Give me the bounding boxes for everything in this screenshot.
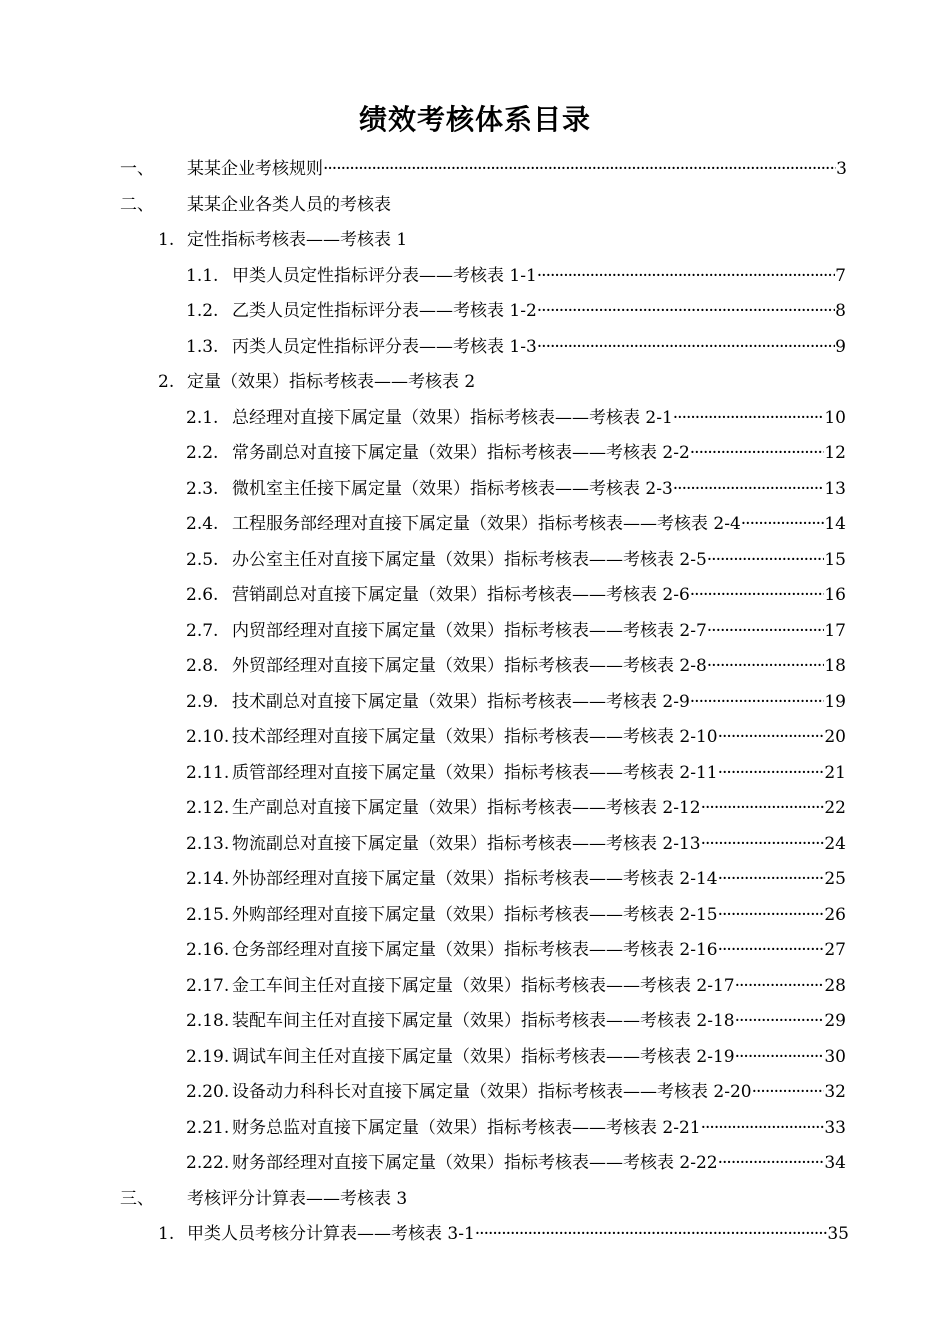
toc-leader-dots — [707, 543, 825, 579]
toc-entry-body — [232, 649, 846, 685]
toc-entry-number: 一、 — [120, 159, 154, 179]
toc-entry-title: 设备动力科科长对直接下属定量（效果）指标考核表——考核表 2-20 — [232, 1082, 752, 1102]
toc-entry[interactable] — [0, 1111, 950, 1147]
toc-entry-page-number: 32 — [824, 1082, 846, 1102]
toc-entry-body — [232, 472, 846, 508]
toc-entry[interactable] — [0, 507, 950, 543]
toc-entry-page-number: 30 — [824, 1046, 846, 1067]
toc-leader-dots — [475, 1217, 828, 1253]
toc-entry-title: 内贸部经理对直接下属定量（效果）指标考核表——考核表 2-7 — [232, 620, 707, 641]
toc-entry[interactable] — [0, 259, 950, 295]
toc-entry-page-number: 3 — [836, 159, 847, 179]
toc-entry-page-number: 13 — [824, 478, 846, 499]
toc-entry-title: 某某企业考核规则 — [187, 159, 323, 179]
toc-entry-number: 2.12. — [186, 798, 230, 818]
toc-leader-dots — [718, 756, 825, 792]
toc-entry[interactable] — [0, 223, 950, 259]
toc-leader-dots — [701, 827, 825, 863]
toc-entry-body — [232, 756, 846, 792]
toc-entry-title: 调试车间主任对直接下属定量（效果）指标考核表——考核表 2-19 — [232, 1046, 735, 1067]
toc-entry-body — [232, 1146, 846, 1182]
toc-entry[interactable] — [0, 436, 950, 472]
toc-entry-body — [232, 1111, 846, 1147]
toc-entry-title: 丙类人员定性指标评分表——考核表 1-3 — [232, 336, 537, 357]
toc-entry[interactable] — [0, 756, 950, 792]
toc-leader-dots — [707, 614, 825, 650]
toc-entry[interactable] — [0, 401, 950, 437]
toc-entry-body — [187, 365, 475, 401]
toc-entry-title: 办公室主任对直接下属定量（效果）指标考核表——考核表 2-5 — [232, 549, 707, 570]
toc-entry[interactable] — [0, 1040, 950, 1076]
toc-entry-page-number: 12 — [824, 443, 846, 463]
toc-entry-page-number: 14 — [824, 514, 846, 534]
toc-entry-title: 质管部经理对直接下属定量（效果）指标考核表——考核表 2-11 — [232, 762, 718, 783]
toc-entry[interactable] — [0, 685, 950, 721]
toc-entry-body — [232, 1004, 846, 1040]
toc-entry-body — [232, 1040, 846, 1076]
toc-entry-title: 外贸部经理对直接下属定量（效果）指标考核表——考核表 2-8 — [232, 656, 707, 676]
toc-entry-number: 2.15. — [186, 904, 230, 925]
toc-entry-number: 2.16. — [186, 940, 230, 960]
toc-entry-number: 2.2. — [186, 443, 219, 463]
toc-entry-title: 金工车间主任对直接下属定量（效果）指标考核表——考核表 2-17 — [232, 975, 735, 996]
toc-entry-body — [232, 507, 846, 543]
toc-leader-dots — [673, 472, 825, 508]
toc-entry-body — [232, 791, 846, 827]
toc-entry-number: 2.19. — [186, 1046, 230, 1067]
toc-entry-page-number: 15 — [824, 549, 846, 570]
toc-entry-body — [232, 436, 846, 472]
toc-leader-dots — [701, 791, 825, 827]
toc-entry-title: 定量（效果）指标考核表——考核表 2 — [187, 372, 476, 392]
toc-entry-body — [187, 188, 391, 224]
toc-entry-title: 外协部经理对直接下属定量（效果）指标考核表——考核表 2-14 — [232, 869, 718, 889]
toc-entry-body — [232, 720, 846, 756]
toc-entry-title: 仓务部经理对直接下属定量（效果）指标考核表——考核表 2-16 — [232, 940, 718, 960]
toc-entry-body — [232, 827, 846, 863]
toc-entry[interactable] — [0, 614, 950, 650]
toc-entry[interactable] — [0, 933, 950, 969]
toc-leader-dots — [735, 1004, 825, 1040]
toc-leader-dots — [718, 898, 825, 934]
toc-entry-number: 1.1. — [186, 265, 219, 286]
toc-entry-body — [232, 578, 846, 614]
toc-entry-body — [187, 223, 407, 259]
toc-entry[interactable] — [0, 827, 950, 863]
toc-entry-number: 2.10. — [186, 727, 230, 747]
toc-entry-title: 甲类人员定性指标评分表——考核表 1-1 — [232, 265, 537, 286]
toc-entry-page-number: 26 — [824, 904, 846, 925]
toc-entry-number: 2. — [158, 372, 175, 392]
toc-entry-title: 技术副总对直接下属定量（效果）指标考核表——考核表 2-9 — [232, 691, 690, 712]
toc-entry-page-number: 33 — [824, 1117, 846, 1138]
toc-leader-dots — [537, 294, 835, 330]
toc-entry[interactable] — [0, 1182, 950, 1218]
toc-entry-page-number: 29 — [824, 1011, 846, 1031]
toc-entry-title: 总经理对直接下属定量（效果）指标考核表——考核表 2-1 — [232, 407, 673, 428]
toc-entry-number: 三、 — [120, 1188, 154, 1209]
toc-entry-body — [232, 969, 846, 1005]
toc-entry[interactable] — [0, 862, 950, 898]
toc-entry-body — [187, 1217, 849, 1253]
toc-entry-page-number: 35 — [827, 1224, 849, 1244]
toc-entry[interactable] — [0, 1217, 950, 1253]
toc-entry-body — [232, 898, 846, 934]
toc-entry-number: 2.9. — [186, 691, 219, 712]
toc-entry-title: 定性指标考核表——考核表 1 — [187, 230, 408, 250]
toc-entry-page-number: 25 — [824, 869, 846, 889]
toc-entry-body — [232, 543, 846, 579]
toc-entry-body — [232, 330, 846, 366]
toc-leader-dots — [718, 862, 825, 898]
toc-entry[interactable] — [0, 543, 950, 579]
toc-entry-page-number: 20 — [824, 727, 846, 747]
toc-entry[interactable] — [0, 1004, 950, 1040]
toc-entry[interactable] — [0, 330, 950, 366]
toc-entry-title: 技术部经理对直接下属定量（效果）指标考核表——考核表 2-10 — [232, 727, 718, 747]
toc-leader-dots — [735, 969, 825, 1005]
toc-entry-number: 2.14. — [186, 869, 230, 889]
toc-entry-number: 2.6. — [186, 585, 219, 605]
toc-leader-dots — [690, 578, 825, 614]
toc-entry-number: 2.20. — [186, 1082, 230, 1102]
toc-entry-number: 2.17. — [186, 975, 230, 996]
toc-entry-title: 乙类人员定性指标评分表——考核表 1-2 — [232, 301, 537, 321]
toc-entry-number: 1. — [158, 230, 175, 250]
toc-entry-number: 2.1. — [186, 407, 219, 428]
toc-entry-body — [232, 862, 846, 898]
toc-entry[interactable] — [0, 898, 950, 934]
toc-entry-title: 某某企业各类人员的考核表 — [187, 194, 391, 215]
toc-entry-body — [232, 614, 846, 650]
toc-leader-dots — [537, 330, 835, 366]
toc-entry-page-number: 10 — [824, 407, 846, 428]
toc-entry-page-number: 21 — [824, 762, 846, 783]
toc-entry-number: 1.3. — [186, 336, 219, 357]
toc-entry-number: 2.3. — [186, 478, 219, 499]
toc-leader-dots — [323, 152, 836, 188]
toc-entry-page-number: 8 — [835, 301, 846, 321]
toc-entry[interactable] — [0, 969, 950, 1005]
toc-entry-page-number: 22 — [824, 798, 846, 818]
toc-entry-title: 财务部经理对直接下属定量（效果）指标考核表——考核表 2-22 — [232, 1153, 718, 1173]
toc-leader-dots — [690, 685, 825, 721]
toc-leader-dots — [701, 1111, 825, 1147]
toc-entry-number: 2.7. — [186, 620, 219, 641]
toc-leader-dots — [752, 1075, 825, 1111]
toc-entry[interactable] — [0, 791, 950, 827]
toc-entry-number: 2.4. — [186, 514, 219, 534]
toc-entry-title: 常务副总对直接下属定量（效果）指标考核表——考核表 2-2 — [232, 443, 690, 463]
toc-entry[interactable] — [0, 365, 950, 401]
toc-entry-title: 甲类人员考核分计算表——考核表 3-1 — [187, 1224, 475, 1244]
toc-entry[interactable] — [0, 720, 950, 756]
toc-entry-title: 财务总监对直接下属定量（效果）指标考核表——考核表 2-21 — [232, 1117, 701, 1138]
toc-entry-title: 装配车间主任对直接下属定量（效果）指标考核表——考核表 2-18 — [232, 1011, 735, 1031]
toc-leader-dots — [707, 649, 825, 685]
toc-entry[interactable] — [0, 1075, 950, 1111]
toc-entry-number: 2.5. — [186, 549, 219, 570]
toc-entry-page-number: 28 — [824, 975, 846, 996]
toc-entry-body — [232, 401, 846, 437]
toc-entry-number: 二、 — [120, 194, 154, 215]
toc-entry-number: 2.18. — [186, 1011, 230, 1031]
toc-entry-body — [187, 1182, 407, 1218]
toc-leader-dots — [735, 1040, 825, 1076]
toc-leader-dots — [718, 720, 825, 756]
toc-entry[interactable] — [0, 152, 950, 188]
toc-entry-title: 工程服务部经理对直接下属定量（效果）指标考核表——考核表 2-4 — [232, 514, 741, 534]
toc-entry-page-number: 34 — [824, 1153, 846, 1173]
toc-entry[interactable] — [0, 649, 950, 685]
toc-leader-dots — [718, 1146, 825, 1182]
toc-entry-page-number: 19 — [824, 691, 846, 712]
toc-entry-title: 微机室主任接下属定量（效果）指标考核表——考核表 2-3 — [232, 478, 673, 499]
toc-entry-number: 2.22. — [186, 1153, 230, 1173]
toc-entry-title: 考核评分计算表——考核表 3 — [187, 1188, 408, 1209]
toc-entry-body — [232, 685, 846, 721]
toc-entry-page-number: 16 — [824, 585, 846, 605]
toc-leader-dots — [690, 436, 825, 472]
toc-entry-title: 生产副总对直接下属定量（效果）指标考核表——考核表 2-12 — [232, 798, 701, 818]
toc-leader-dots — [718, 933, 825, 969]
toc-entry-title: 物流副总对直接下属定量（效果）指标考核表——考核表 2-13 — [232, 833, 701, 854]
table-of-contents — [0, 152, 950, 1253]
toc-leader-dots — [673, 401, 825, 437]
toc-leader-dots — [537, 259, 835, 295]
toc-entry-page-number: 27 — [824, 940, 846, 960]
toc-entry-page-number: 9 — [835, 336, 846, 357]
toc-entry-body — [187, 152, 847, 188]
toc-entry[interactable] — [0, 1146, 950, 1182]
toc-entry-title: 外购部经理对直接下属定量（效果）指标考核表——考核表 2-15 — [232, 904, 718, 925]
toc-entry[interactable] — [0, 472, 950, 508]
toc-entry-number: 2.21. — [186, 1117, 230, 1138]
toc-entry-page-number: 17 — [824, 620, 846, 641]
toc-entry-page-number: 24 — [824, 833, 846, 854]
toc-entry-number: 1.2. — [186, 301, 219, 321]
toc-entry-body — [232, 933, 846, 969]
toc-entry-number: 1. — [158, 1224, 175, 1244]
toc-entry[interactable] — [0, 578, 950, 614]
toc-entry-page-number: 7 — [835, 265, 846, 286]
toc-entry-number: 2.8. — [186, 656, 219, 676]
toc-entry[interactable] — [0, 188, 950, 224]
document-title: 绩效考核体系目录 — [358, 103, 591, 136]
toc-entry-page-number: 18 — [824, 656, 846, 676]
toc-entry-body — [232, 259, 846, 295]
toc-entry[interactable] — [0, 294, 950, 330]
toc-entry-number: 2.13. — [186, 833, 230, 854]
toc-entry-number: 2.11. — [186, 762, 230, 783]
toc-leader-dots — [741, 507, 825, 543]
toc-entry-body — [232, 1075, 846, 1111]
toc-entry-body — [232, 294, 846, 330]
toc-entry-title: 营销副总对直接下属定量（效果）指标考核表——考核表 2-6 — [232, 585, 690, 605]
